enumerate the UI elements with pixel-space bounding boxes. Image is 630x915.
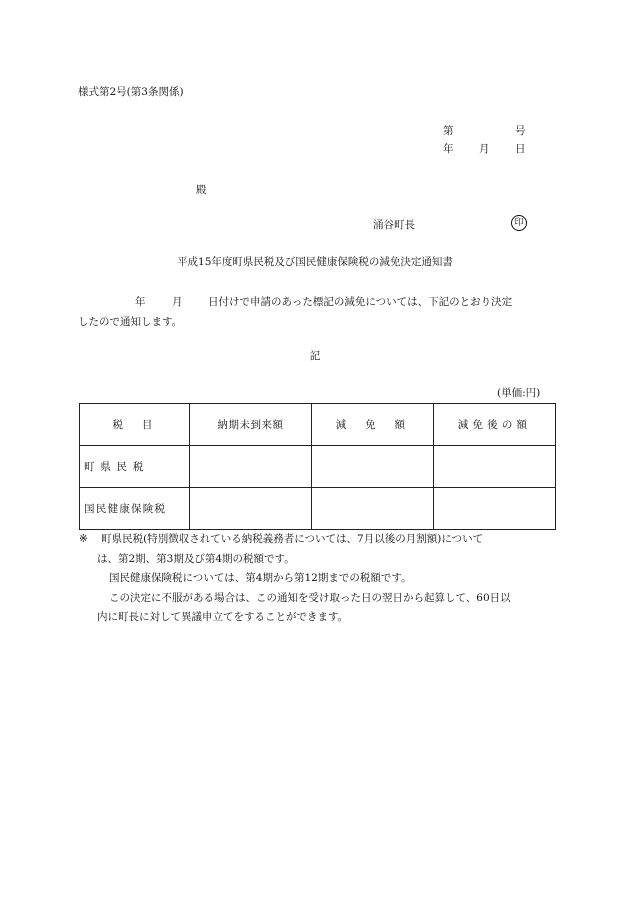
document-number-prefix: 第 [443,125,454,137]
date-year: 年 [443,143,454,155]
table-header-row [80,404,556,446]
note-line-1 [79,530,511,550]
note-line-4: この決定に不服がある場合は、この通知を受け取った日の翌日から起算して、60日以 [109,591,511,604]
note-mark: ※ [79,533,88,545]
notes-block [79,530,511,628]
header-reduction-amount: 減 免 額 [312,404,434,446]
table-row [80,488,556,530]
table-cell [312,488,434,530]
issuer-name: 涌谷町長 [373,219,415,231]
body-month: 月 [172,296,183,308]
note-line-5: 内に町長に対して異議申立てをすることができます。 [97,611,349,623]
ki-heading: 記 [309,350,321,362]
body-text: 日付けで申請のあった標記の減免については、下記のとおり決定 [208,296,513,308]
form-number: 様式第2号(第3条関係) [78,86,184,98]
table-cell [312,446,434,488]
row-label-health-insurance-tax: 国民健康保険税 [80,488,190,530]
document-number-suffix: 号 [515,125,526,137]
unit-label: (単価:円) [497,387,541,399]
note-line-3: 国民健康保険税については、第4期から第12期までの税額です。 [109,572,412,584]
table-row [80,446,556,488]
date-month: 月 [479,143,490,155]
row-label-resident-tax: 町県民税 [80,446,190,488]
table-cell [434,488,556,530]
header-unpaid-amount: 納期未到来額 [190,404,312,446]
header-after-reduction: 減免後の額 [434,404,556,446]
table-cell [434,446,556,488]
body-line-2: したので通知します。 [78,316,183,328]
body-year: 年 [135,296,146,308]
document-number [443,123,526,138]
addressee-honorific: 殿 [196,184,207,196]
header-tax-item: 税 目 [80,404,190,446]
seal-stamp: 印 [511,215,527,231]
table-cell [190,446,312,488]
tax-table [79,403,556,530]
document-title: 平成15年度町県民税及び国民健康保険税の減免決定通知書 [177,256,453,268]
note-text-1: 町県民税(特別徴収されている納税義務者については、7月以後の月割額)について [101,533,484,545]
date-day: 日 [515,143,526,155]
note-line-2: は、第2期、第3期及び第4期の税額です。 [97,552,295,565]
table-cell [190,488,312,530]
